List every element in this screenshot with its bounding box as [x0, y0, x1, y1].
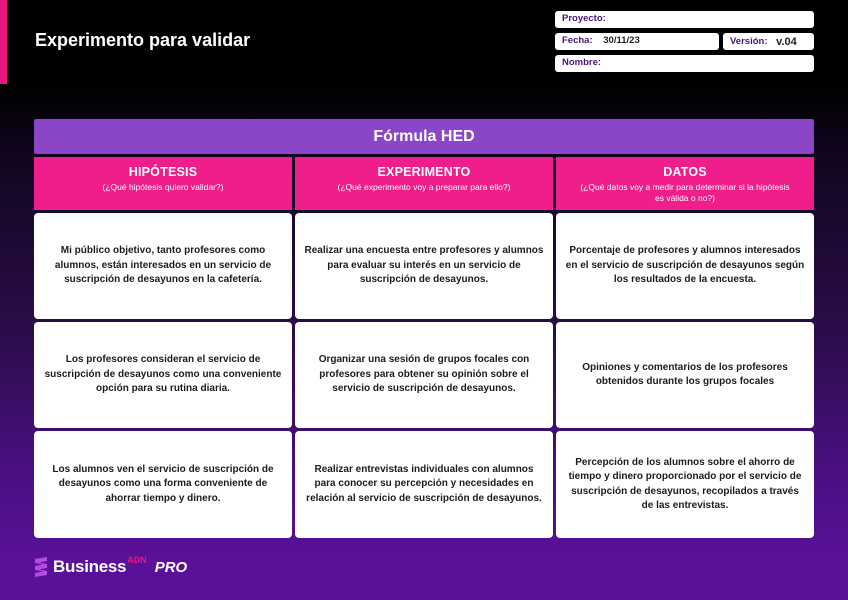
version-label: Versión:	[730, 36, 768, 47]
brand-superscript: ADN	[127, 555, 147, 565]
cell-datos-1[interactable]: Porcentaje de profesores y alumnos interesados en el servicio de suscripción de desayunos según los resultados de la encuesta.	[556, 213, 814, 319]
column-subtitle: (¿Qué hipótesis quiero validar?)	[102, 182, 224, 192]
proyecto-label: Proyecto:	[562, 13, 606, 24]
cell-hipotesis-2[interactable]: Los profesores consideran el servicio de suscripción de desayunos como una conveniente opción para su rutina diaria.	[34, 322, 292, 428]
version-value: v.04	[776, 36, 797, 48]
column-header-datos	[556, 157, 814, 210]
version-field[interactable]	[723, 33, 814, 50]
column-subtitle: (¿Qué experimento voy a preparar para ello?)	[337, 182, 511, 192]
brand-pro: PRO	[154, 558, 188, 576]
cell-hipotesis-1[interactable]: Mi público objetivo, tanto profesores como alumnos, están interesados en un servicio de suscripción de desayunos en la cafetería.	[34, 213, 292, 319]
cell-experimento-1[interactable]: Realizar una encuesta entre profesores y alumnos para evaluar su interés en un servicio de suscripción de desayunos.	[295, 213, 553, 319]
column-header-experimento	[295, 157, 553, 210]
page-title: Experimento para validar	[35, 30, 251, 50]
fecha-field[interactable]	[555, 33, 719, 50]
cell-experimento-2[interactable]: Organizar una sesión de grupos focales con profesores para obtener su opinión sobre el servicio de suscripción de desayunos.	[295, 322, 553, 428]
column-title: HIPÓTESIS	[128, 165, 198, 179]
nombre-label: Nombre:	[562, 57, 602, 68]
cell-datos-3[interactable]: Percepción de los alumnos sobre el ahorro de tiempo y dinero proporcionado por el servicio de suscripción de desayunos, recopilados a través de las entrevistas.	[556, 431, 814, 538]
cell-datos-2[interactable]: Opiniones y comentarios de los profesores obtenidos durante los grupos focales	[556, 322, 814, 428]
brand-name: Business	[53, 557, 127, 576]
fecha-value: 30/11/23	[603, 35, 640, 46]
nombre-field[interactable]	[555, 55, 814, 72]
header-accent	[0, 0, 7, 84]
formula-title: Fórmula HED	[34, 119, 814, 154]
business-adn-logo	[33, 556, 187, 578]
column-header-hipotesis	[34, 157, 292, 210]
proyecto-field[interactable]	[555, 11, 814, 28]
column-title: DATOS	[663, 165, 707, 179]
cell-hipotesis-3[interactable]: Los alumnos ven el servicio de suscripción de desayunos como una forma conveniente de ahorrar tiempo y dinero.	[34, 431, 292, 538]
logo-mark-icon	[33, 556, 49, 578]
cell-experimento-3[interactable]: Realizar entrevistas individuales con alumnos para conocer su percepción y necesidades en relación al servicio de suscripción de desayunos.	[295, 431, 553, 538]
column-subtitle: (¿Qué datos voy a medir para determinar si la hipótesis es válida o no?)	[580, 182, 790, 203]
fecha-label: Fecha:	[562, 35, 593, 46]
column-title: EXPERIMENTO	[377, 165, 471, 179]
